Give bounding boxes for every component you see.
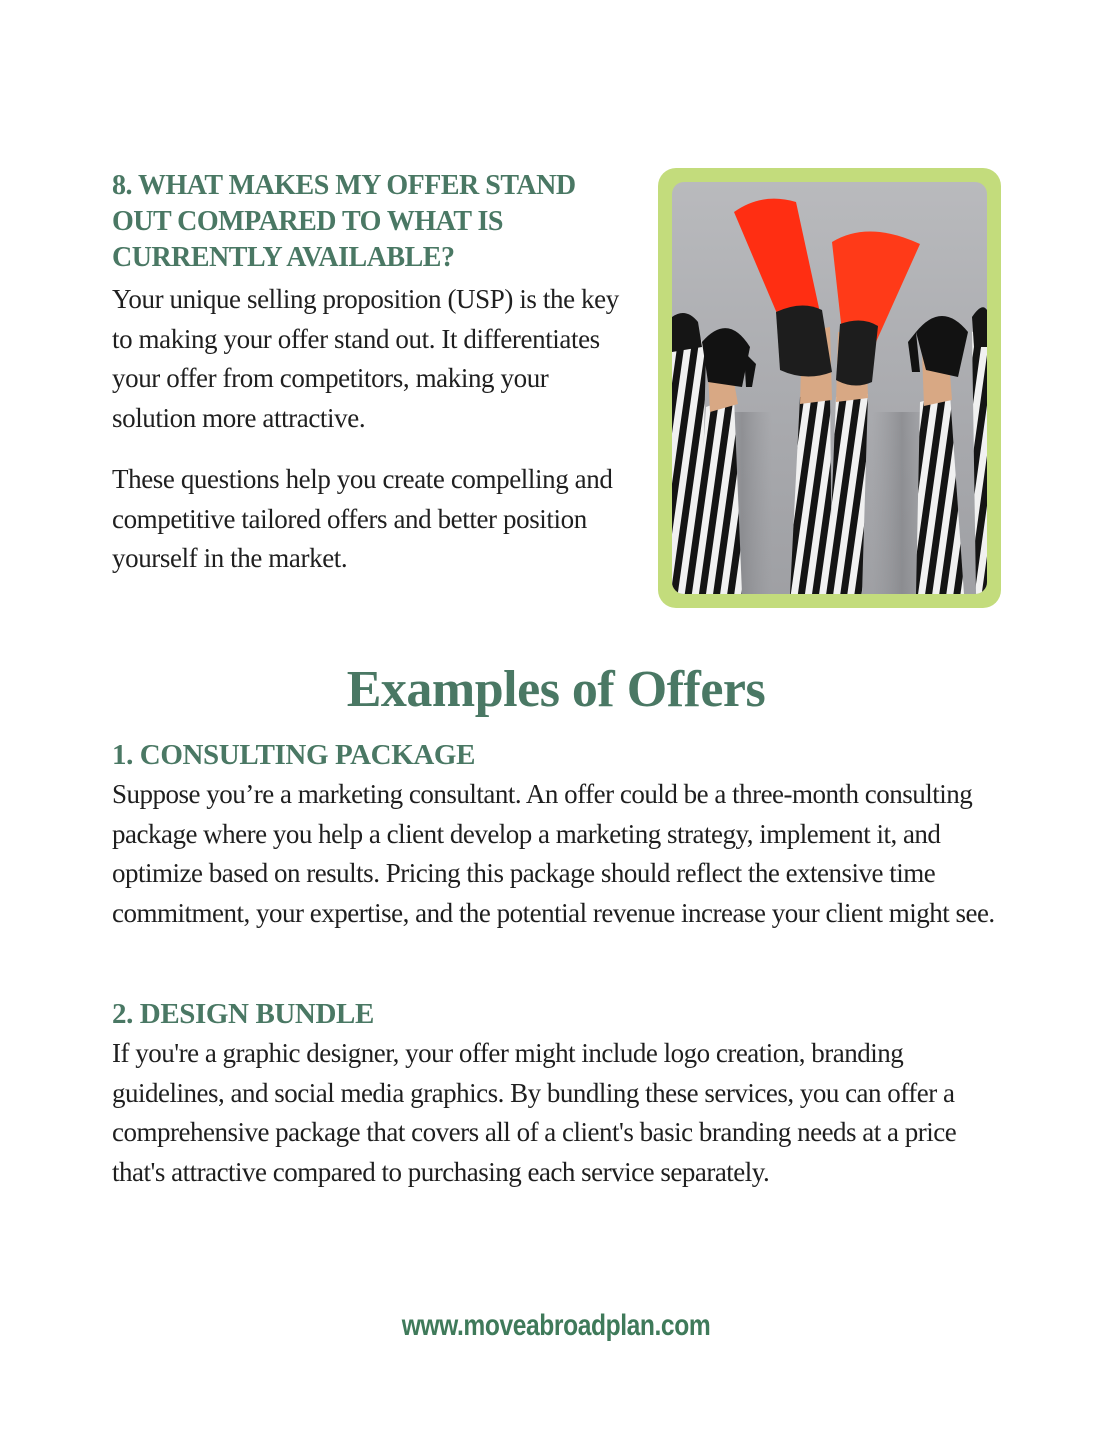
section-8-paragraph-2: These questions help you create compelling and competitive tailored offers and better position yourself in the market. (112, 464, 613, 573)
footer-url[interactable]: www.moveabroadplan.com (401, 1309, 711, 1342)
section-8-heading: 8. WHAT MAKES MY OFFER STAND OUT COMPARED TO WHAT IS CURRENTLY AVAILABLE? (112, 170, 576, 273)
example-text: If you're a graphic designer, your offer might include logo creation, branding guidelines, and social media graphics. By bundling these services, you can offer a comprehensive package that covers all of a client's basic branding needs at a price that's attractive compared to purchasing each service separately. (112, 1038, 957, 1187)
photo-frame (658, 168, 1001, 608)
section-8 (112, 168, 632, 579)
legs-with-fins-photo (672, 182, 987, 594)
example-heading: 1. CONSULTING PACKAGE (112, 739, 476, 771)
photo-illustration (672, 182, 987, 594)
example-consulting-package (112, 737, 1012, 933)
example-design-bundle (112, 996, 1012, 1192)
examples-title: Examples of Offers (346, 661, 766, 718)
section-8-paragraph-1: Your unique selling proposition (USP) is the key to making your offer stand out. It differentiates your offer from competitors, making your solution more attractive. (112, 284, 619, 433)
example-heading: 2. DESIGN BUNDLE (112, 998, 374, 1030)
example-text: Suppose you’re a marketing consultant. An offer could be a three-month consulting package where you help a client develop a marketing strategy, implement it, and optimize based on results. Pricing this package should reflect the extensive time commitment, your expertise, and the potential revenue increase your client might see. (112, 779, 995, 928)
